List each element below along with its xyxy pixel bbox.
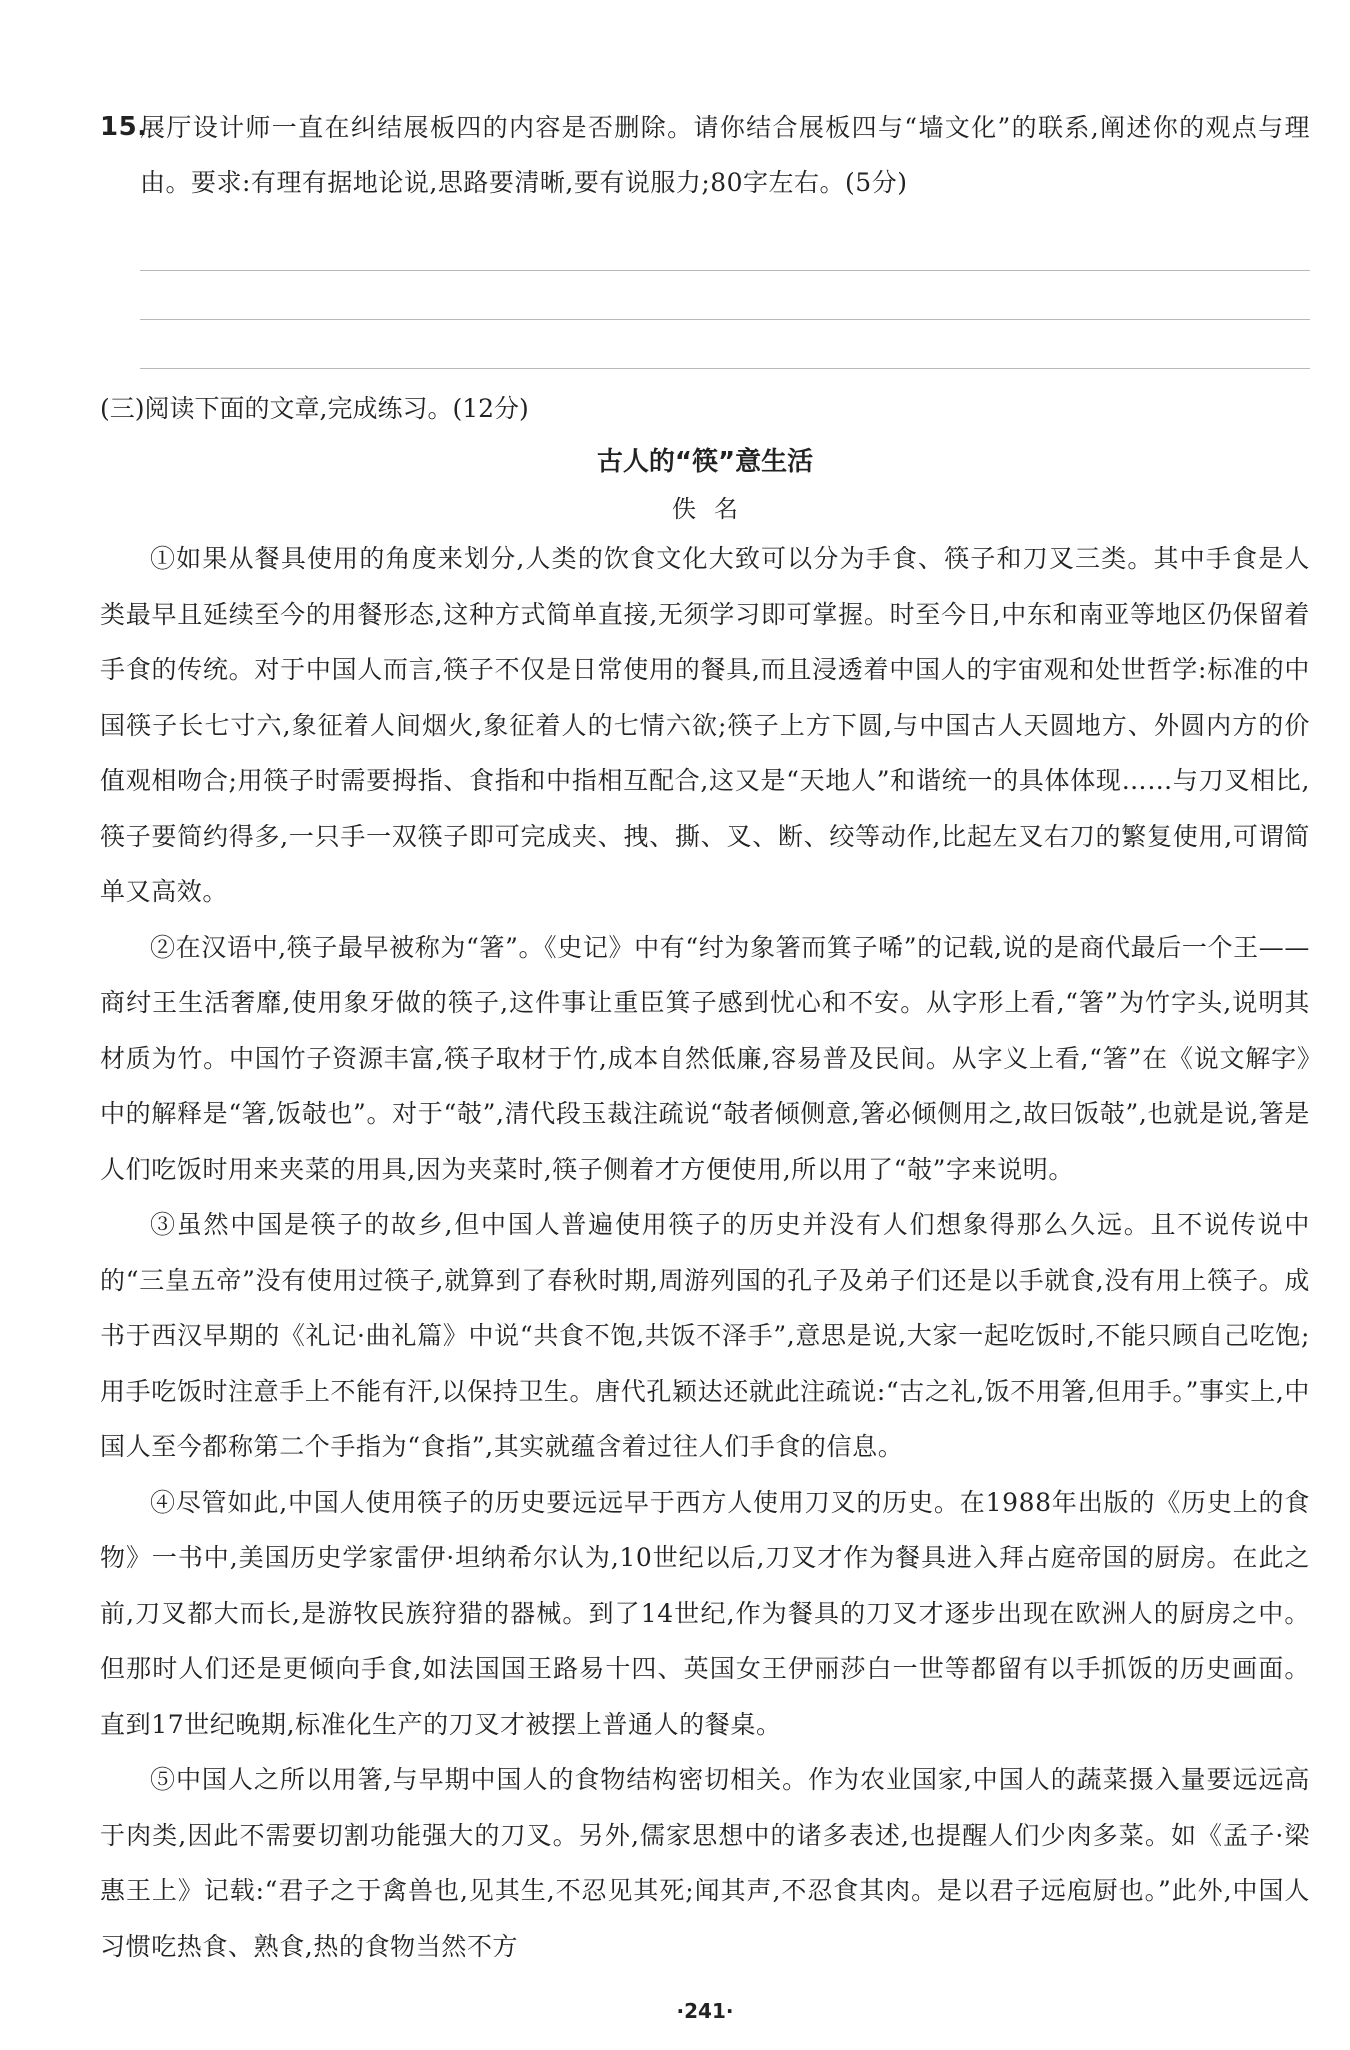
answer-line[interactable]: [140, 222, 1310, 271]
paragraph-5: ⑤中国人之所以用箸,与早期中国人的食物结构密切相关。作为农业国家,中国人的蔬菜摄入量要远远高于肉类,因此不需要切割功能强大的刀叉。另外,儒家思想中的诸多表述,也提醒人们少肉多菜。如《孟子·梁惠王上》记载:“君子之于禽兽也,见其生,不忍见其死;闻其声,不忍食其肉。是以君子远庖厨也。”此外,中国人习惯吃热食、熟食,热的食物当然不方: [100, 1765, 1310, 1961]
question-number: 15.: [100, 112, 148, 142]
answer-line[interactable]: [140, 320, 1310, 369]
paragraph-4: ④尽管如此,中国人使用筷子的历史要远远早于西方人使用刀叉的历史。在1988年出版的《历史上的食物》一书中,美国历史学家雷伊·坦纳希尔认为,10世纪以后,刀叉才作为餐具进入拜占庭帝国的厨房。在此之前,刀叉都大而长,是游牧民族狩猎的器械。到了14世纪,作为餐具的刀叉才逐步出现在欧洲人的厨房之中。但那时人们还是更倾向手食,如法国国王路易十四、英国女王伊丽莎白一世等都留有以手抓饭的历史画面。直到17世纪晚期,标准化生产的刀叉才被摆上普通人的餐桌。: [100, 1487, 1310, 1739]
question-text: 展厅设计师一直在纠结展板四的内容是否删除。请你结合展板四与“墙文化”的联系,阐述你的观点与理由。要求:有理有据地论说,思路要清晰,要有说服力;80字左右。(5分): [140, 113, 1310, 197]
paragraph-3: ③虽然中国是筷子的故乡,但中国人普遍使用筷子的历史并没有人们想象得那么久远。且不说传说中的“三皇五帝”没有使用过筷子,就算到了春秋时期,周游列国的孔子及弟子们还是以手就食,没有用上筷子。成书于西汉早期的《礼记·曲礼篇》中说“共食不饱,共饭不泽手”,意思是说,大家一起吃饭时,不能只顾自己吃饱;用手吃饭时注意手上不能有汗,以保持卫生。唐代孔颖达还就此注疏说:“古之礼,饭不用箸,但用手。”事实上,中国人至今都称第二个手指为“食指”,其实就蕴含着过往人们手食的信息。: [100, 1210, 1310, 1461]
section-heading: (三)阅读下面的文章,完成练习。(12分): [100, 394, 529, 423]
page-number: ·241·: [676, 1999, 734, 2023]
answer-line[interactable]: [140, 271, 1310, 320]
article-author: 佚名: [672, 495, 756, 523]
article-title: 古人的“筷”意生活: [596, 447, 814, 477]
paragraph-1: ①如果从餐具使用的角度来划分,人类的饮食文化大致可以分为手食、筷子和刀叉三类。其中手食是人类最早且延续至今的用餐形态,这种方式简单直接,无须学习即可掌握。时至今日,中东和南亚等地区仍保留着手食的传统。对于中国人而言,筷子不仅是日常使用的餐具,而且浸透着中国人的宇宙观和处世哲学:标准的中国筷子长七寸六,象征着人间烟火,象征着人的七情六欲;筷子上方下圆,与中国古人天圆地方、外圆内方的价值观相吻合;用筷子时需要拇指、食指和中指相互配合,这又是“天地人”和谐统一的具体体现……与刀叉相比,筷子要简约得多,一只手一双筷子即可完成夹、拽、撕、叉、断、绞等动作,比起左叉右刀的繁复使用,可谓简单又高效。: [100, 544, 1310, 906]
article-body: [100, 531, 1310, 1974]
question-15: [100, 100, 1310, 369]
answer-area[interactable]: [140, 222, 1310, 369]
textbook-page: [100, 100, 1310, 2030]
paragraph-2: ②在汉语中,筷子最早被称为“箸”。《史记》中有“纣为象箸而箕子唏”的记载,说的是商代最后一个王——商纣王生活奢靡,使用象牙做的筷子,这件事让重臣箕子感到忧心和不安。从字形上看,“箸”为竹字头,说明其材质为竹。中国竹子资源丰富,筷子取材于竹,成本自然低廉,容易普及民间。从字义上看,“箸”在《说文解字》中的解释是“箸,饭攲也”。对于“攲”,清代段玉裁注疏说“攲者倾侧意,箸必倾侧用之,故曰饭攲”,也就是说,箸是人们吃饭时用来夹菜的用具,因为夹菜时,筷子侧着才方便使用,所以用了“攲”字来说明。: [100, 932, 1310, 1184]
